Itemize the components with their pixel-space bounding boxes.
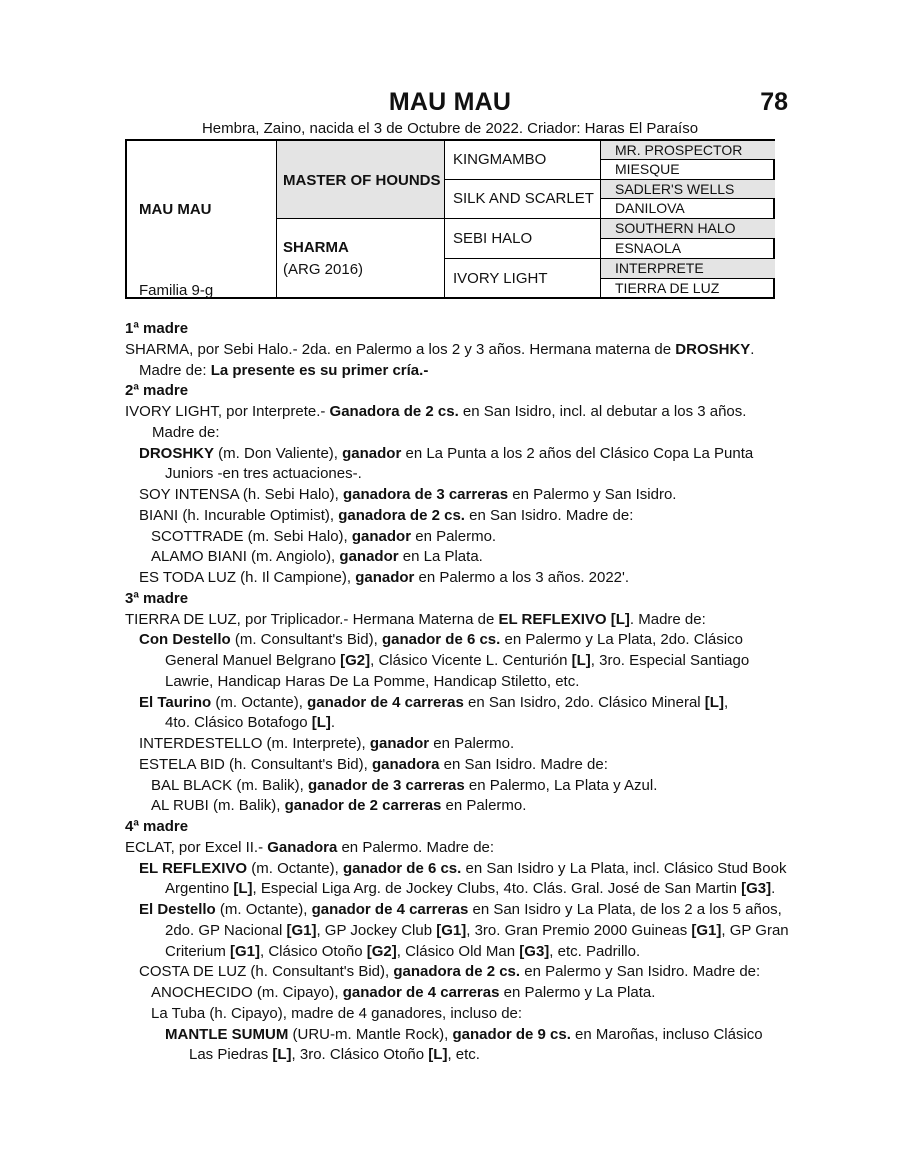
text-run: Madre de: <box>139 361 211 379</box>
text-run: en Palermo y San Isidro. <box>508 486 677 503</box>
dam-produce <box>125 361 795 382</box>
bold-text: [L] <box>704 693 724 711</box>
dam-entry <box>125 340 795 361</box>
text-run: , etc. Padrillo. <box>549 942 641 960</box>
page-title: MAU MAU <box>388 88 512 116</box>
text-run: , Clásico Otoño <box>260 942 367 960</box>
text-run: ESTELA BID (h. Consultant's Bid), <box>139 755 372 773</box>
horse-subtitle: Hembra, Zaino, nacida el 3 de Octubre de 2022. Criador: Haras El Paraíso <box>201 120 699 137</box>
text-run: (URU-m. Mantle Rock), <box>288 1025 453 1043</box>
pedigree-gp-cell <box>445 219 601 259</box>
text-run: (m. Octante), <box>211 693 308 711</box>
pedigree-ggp-8: TIERRA DE LUZ <box>615 280 720 296</box>
bold-text: EL REFLEXIVO <box>139 859 248 877</box>
bold-text: MANTLE SUMUM <box>165 1025 289 1043</box>
section-heading <box>125 589 795 610</box>
text-run: , GP Gran <box>721 921 789 939</box>
produce-record <box>125 319 795 1066</box>
text-run: en Palermo y La Plata. <box>499 984 656 1001</box>
text-run: , Clásico Old Man <box>396 942 520 960</box>
pedigree-sire: MASTER OF HOUNDS <box>283 172 441 189</box>
text-run: . Madre de: <box>629 610 706 628</box>
produce-entry <box>125 1025 795 1046</box>
pedigree-gp-cell <box>445 141 601 180</box>
text-run: , GP Jockey Club <box>316 921 437 939</box>
bold-text: [G1] <box>230 942 261 960</box>
text-run: AL RUBI (m. Balik), <box>151 797 285 815</box>
bold-text: ganador de 6 cs. <box>381 631 501 649</box>
produce-entry-continued <box>125 1045 795 1066</box>
bold-text: ganador de 9 cs. <box>452 1025 571 1043</box>
produce-entry-continued <box>125 651 795 672</box>
produce-entry <box>125 900 795 921</box>
text-run: (m. Octante), <box>215 901 312 918</box>
bold-text: ganadora de 2 cs. <box>393 963 521 981</box>
bold-text: El Taurino <box>139 693 212 711</box>
pedigree-horse-name: MAU MAU <box>139 201 212 218</box>
pedigree-sire-sire: KINGMAMBO <box>453 151 547 168</box>
text-run: ECLAT, por Excel II.- <box>125 838 268 856</box>
text-run: en Palermo a los 3 años. 2022'. <box>414 569 630 586</box>
produce-entry-continued <box>125 464 795 485</box>
text-run: en La Punta a los 2 años del Clásico Copa La Punta <box>401 444 754 462</box>
bold-text: DROSHKY <box>675 340 751 358</box>
pedigree-ggp-cell <box>601 160 775 180</box>
produce-entry <box>125 485 795 506</box>
text-run: , 3ro. Gran Premio 2000 Guineas <box>466 921 692 939</box>
pedigree-dam-dam: IVORY LIGHT <box>453 270 548 287</box>
pedigree-dam-info: (ARG 2016) <box>283 261 364 278</box>
text-run: (m. Consultant's Bid), <box>230 631 382 649</box>
bold-text: ganador <box>342 444 402 462</box>
produce-entry <box>125 630 795 651</box>
text-run: en San Isidro. Madre de: <box>439 755 608 773</box>
bold-text: [L] <box>233 880 253 898</box>
text-run: en San Isidro y La Plata, de los 2 a los 5 años, <box>468 901 782 918</box>
produce-entry <box>125 527 795 548</box>
pedigree-ggp-cell <box>601 141 775 160</box>
bold-text: [L] <box>571 652 591 669</box>
text-run: en Palermo, La Plata y Azul. <box>464 776 658 794</box>
text-run: ALAMO BIANI (m. Angiolo), <box>151 548 340 566</box>
pedigree-ggp-5: SOUTHERN HALO <box>615 220 736 236</box>
bold-text: 3ª madre <box>125 589 189 607</box>
text-run: en San Isidro, incl. al debutar a los 3 años. <box>458 403 747 420</box>
bold-text: [G3] <box>741 880 772 898</box>
bold-text: [L] <box>311 714 331 732</box>
text-run: General Manuel Belgrano <box>165 652 341 669</box>
text-run: en Palermo y La Plata, 2do. Clásico <box>500 631 743 649</box>
text-run: Madre de: <box>152 423 220 441</box>
bold-text: DROSHKY <box>139 444 215 462</box>
produce-entry <box>125 547 795 568</box>
pedigree-ggp-4: DANILOVA <box>615 200 685 216</box>
produce-entry <box>125 983 795 1004</box>
produce-entry <box>125 1004 795 1025</box>
produce-entry-continued <box>125 921 795 942</box>
pedigree-horse-cell <box>127 141 277 299</box>
bold-text: [G3] <box>519 942 550 960</box>
text-run: . <box>771 880 776 898</box>
bold-text: ganador <box>351 527 412 545</box>
text-run: en San Isidro y La Plata, incl. Clásico Stud Book <box>461 859 787 877</box>
text-run: INTERDESTELLO (m. Interprete), <box>139 735 370 752</box>
pedigree-ggp-6: ESNAOLA <box>615 240 682 256</box>
pedigree-ggp-cell <box>601 239 775 259</box>
produce-entry-continued <box>125 672 795 693</box>
text-run: en Palermo. <box>441 797 527 815</box>
produce-entry-continued <box>125 879 795 900</box>
text-run: , 3ro. Especial Santiago <box>590 652 750 669</box>
bold-text: ganador <box>355 569 415 586</box>
text-run: Criterium <box>165 942 231 960</box>
bold-text: ganador de 6 cs. <box>342 859 462 877</box>
produce-entry <box>125 776 795 797</box>
text-run: COSTA DE LUZ (h. Consultant's Bid), <box>139 963 394 981</box>
pedigree-ggp-7: INTERPRETE <box>615 260 704 276</box>
bold-text: [L] <box>428 1046 448 1064</box>
bold-text: ganador <box>369 735 430 752</box>
pedigree-ggp-cell <box>601 199 775 219</box>
bold-text: Ganadora <box>267 838 338 856</box>
text-run: ANOCHECIDO (m. Cipayo), <box>151 984 343 1001</box>
dam-produce <box>125 423 795 444</box>
produce-entry <box>125 755 795 776</box>
text-run: 4to. Clásico Botafogo <box>165 714 312 732</box>
text-run: en Palermo. <box>429 735 515 752</box>
text-run: en La Plata. <box>398 548 483 566</box>
text-run: en San Isidro, 2do. Clásico Mineral <box>463 693 705 711</box>
bold-text: [G2] <box>340 652 371 669</box>
text-run: , etc. <box>447 1046 480 1064</box>
bold-text: El Destello <box>139 901 216 918</box>
bold-text: [L] <box>272 1046 292 1064</box>
text-run: Lawrie, Handicap Haras De La Pomme, Handicap Stiletto, etc. <box>165 672 580 690</box>
text-run: . <box>330 714 336 732</box>
produce-entry <box>125 734 795 755</box>
bold-text: ganador de 4 carreras <box>307 693 464 711</box>
bold-text: 4ª madre <box>125 818 189 835</box>
bold-text: ganador de 4 carreras <box>311 901 469 918</box>
pedigree-dam-sire: SEBI HALO <box>453 230 533 247</box>
text-run: (m. Octante), <box>247 859 343 877</box>
produce-entry <box>125 506 795 527</box>
bold-text: EL REFLEXIVO [L] <box>498 610 630 628</box>
pedigree-ggp-cell <box>601 180 775 199</box>
text-run: BIANI (h. Incurable Optimist), <box>139 506 339 524</box>
pedigree-ggp-cell <box>601 219 775 239</box>
text-run: , <box>723 693 729 711</box>
produce-entry-continued <box>125 942 795 963</box>
bold-text: 1ª madre <box>125 320 189 337</box>
section-heading <box>125 817 795 838</box>
bold-text: Con Destello <box>139 631 231 649</box>
text-run: , 3ro. Clásico Otoño <box>291 1046 429 1064</box>
bold-text: ganador de 2 carreras <box>284 797 442 815</box>
text-run: en Palermo y San Isidro. Madre de: <box>520 963 761 981</box>
section-heading <box>125 319 795 340</box>
text-run: IVORY LIGHT, por Interprete.- <box>125 403 330 420</box>
produce-entry <box>125 859 795 880</box>
pedigree-dam: SHARMA <box>283 239 349 256</box>
text-run: Argentino <box>165 880 234 898</box>
bold-text: ganadora de 3 carreras <box>342 486 509 503</box>
produce-entry <box>125 568 795 589</box>
bold-text: ganadora <box>371 755 440 773</box>
produce-entry <box>125 962 795 983</box>
text-run: 2do. GP Nacional <box>165 921 287 939</box>
text-run: en Palermo. Madre de: <box>337 838 495 856</box>
pedigree-ggp-cell <box>601 259 775 279</box>
pedigree-dam-cell <box>277 219 445 299</box>
lot-number: 78 <box>760 88 788 116</box>
bold-text: [G1] <box>286 921 317 939</box>
text-run: La Tuba (h. Cipayo), madre de 4 ganadores, incluso de: <box>151 1004 523 1022</box>
bold-text: ganador <box>339 548 399 566</box>
pedigree-sire-cell <box>277 141 445 219</box>
text-run: en San Isidro. Madre de: <box>464 506 634 524</box>
text-run: SOY INTENSA (h. Sebi Halo), <box>139 486 343 503</box>
pedigree-ggp-1: MR. PROSPECTOR <box>615 142 743 158</box>
dam-entry <box>125 402 795 423</box>
text-run: ES TODA LUZ (h. Il Campione), <box>139 569 356 586</box>
bold-text: ganadora de 2 cs. <box>338 506 465 524</box>
bold-text: ganador de 3 carreras <box>308 776 465 794</box>
bold-text: 2ª madre <box>125 382 189 400</box>
text-run: , Clásico Vicente L. Centurión <box>370 652 572 669</box>
pedigree-ggp-2: MIESQUE <box>615 161 680 177</box>
bold-text: La presente es su primer cría.- <box>210 361 429 379</box>
text-run: Las Piedras <box>189 1046 273 1064</box>
produce-entry-continued <box>125 713 795 734</box>
produce-entry <box>125 693 795 714</box>
text-run: . <box>750 340 755 358</box>
text-run: BAL BLACK (m. Balik), <box>151 776 308 794</box>
text-run: Juniors -en tres actuaciones-. <box>165 465 362 483</box>
pedigree-gp-cell <box>445 180 601 219</box>
text-run: SHARMA, por Sebi Halo.- 2da. en Palermo a los 2 y 3 años. Hermana materna de <box>125 340 676 358</box>
text-run: (m. Don Valiente), <box>214 444 343 462</box>
pedigree-table <box>125 139 775 299</box>
pedigree-ggp-3: SADLER'S WELLS <box>615 181 735 197</box>
text-run: en Maroñas, incluso Clásico <box>570 1025 763 1043</box>
dam-entry <box>125 610 795 631</box>
pedigree-gp-cell <box>445 259 601 299</box>
bold-text: [G1] <box>691 921 722 939</box>
text-run: SCOTTRADE (m. Sebi Halo), <box>151 527 352 545</box>
produce-entry <box>125 796 795 817</box>
pedigree-ggp-cell <box>601 279 775 299</box>
text-run: TIERRA DE LUZ, por Triplicador.- Hermana Materna de <box>125 610 499 628</box>
bold-text: [G2] <box>366 942 397 960</box>
text-run: , Especial Liga Arg. de Jockey Clubs, 4to. Clás. Gral. José de San Martin <box>252 880 742 898</box>
produce-entry <box>125 444 795 465</box>
bold-text: Ganadora de 2 cs. <box>329 403 459 420</box>
dam-entry <box>125 838 795 859</box>
bold-text: ganador de 4 carreras <box>342 984 500 1001</box>
pedigree-family: Familia 9-g <box>139 282 214 299</box>
text-run: en Palermo. <box>411 527 497 545</box>
pedigree-sire-dam: SILK AND SCARLET <box>453 190 594 207</box>
bold-text: [G1] <box>436 921 467 939</box>
section-heading <box>125 381 795 402</box>
